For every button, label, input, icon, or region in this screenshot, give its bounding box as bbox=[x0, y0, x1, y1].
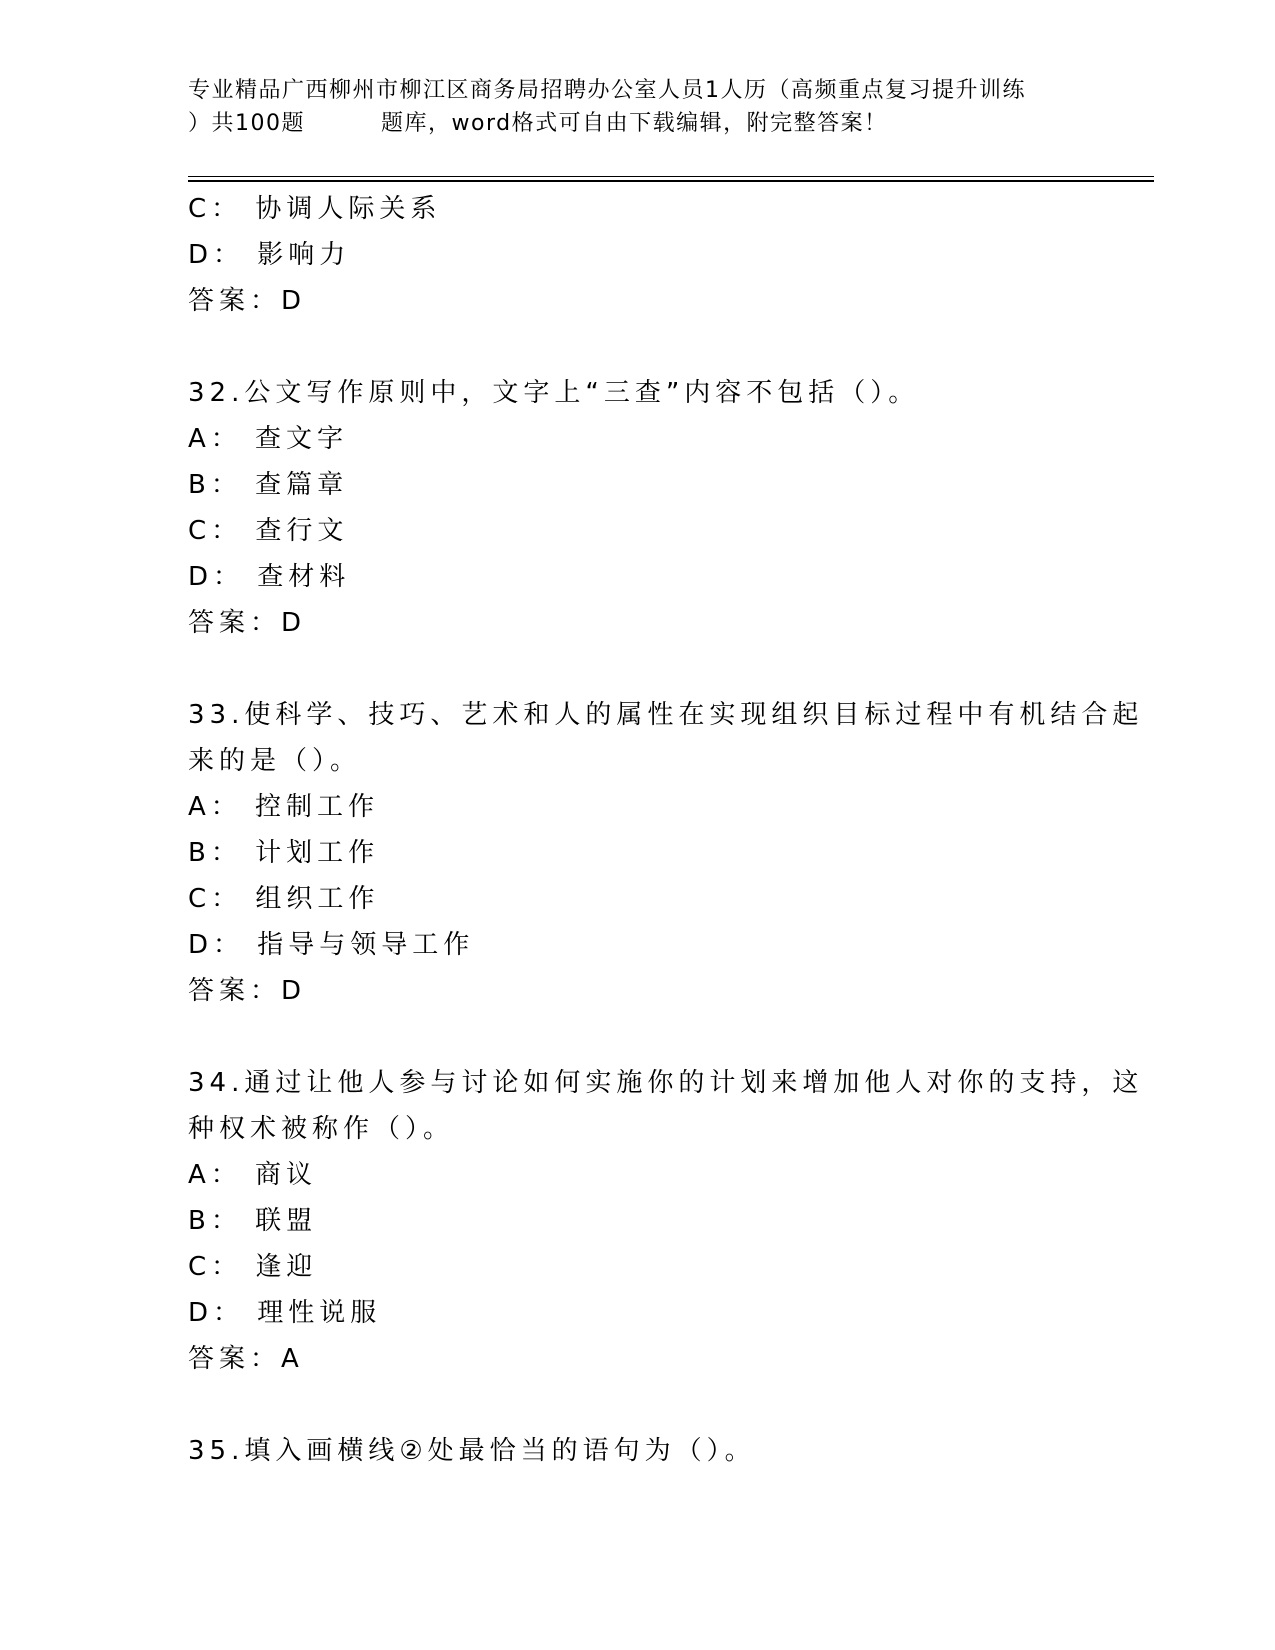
option-a: A： 查文字 bbox=[188, 424, 349, 454]
option-c: C： 查行文 bbox=[188, 516, 349, 546]
option-b: B： 查篇章 bbox=[188, 470, 349, 500]
question-33 bbox=[188, 692, 1144, 1014]
question-stem: 32.公文写作原则中，文字上“三查”内容不包括（）。 bbox=[188, 378, 920, 408]
question-stem-continued: 种权术被称作（）。 bbox=[188, 1114, 455, 1144]
answer-label: 答案：D bbox=[188, 608, 307, 638]
option-a: A： 商议 bbox=[188, 1160, 318, 1190]
question-stem: 33.使科学、技巧、艺术和人的属性在实现组织目标过程中有机结合起 bbox=[188, 700, 1144, 730]
question-32 bbox=[188, 370, 1088, 646]
option-d: D： 理性说服 bbox=[188, 1298, 382, 1328]
option-d: D： 查材料 bbox=[188, 562, 351, 592]
option-c: C： 协调人际关系 bbox=[188, 194, 442, 224]
option-b: B： 计划工作 bbox=[188, 838, 380, 868]
header-title-line-2-right: 题库，word格式可自由下载编辑，附完整答案！ bbox=[381, 111, 888, 136]
option-d: D： 指导与领导工作 bbox=[188, 930, 475, 960]
header-title-line-2 bbox=[188, 107, 1158, 140]
question-34 bbox=[188, 1060, 1144, 1382]
answer-label: 答案：D bbox=[188, 286, 307, 316]
question-stem: 34.通过让他人参与讨论如何实施你的计划来增加他人对你的支持，这 bbox=[188, 1068, 1144, 1098]
question-stem-continued: 来的是（）。 bbox=[188, 746, 362, 776]
option-a: A： 控制工作 bbox=[188, 792, 380, 822]
question-35 bbox=[188, 1428, 1088, 1474]
question-list bbox=[188, 186, 1144, 1474]
question-stem: 35.填入画横线②处最恰当的语句为（）。 bbox=[188, 1436, 756, 1466]
document-header bbox=[188, 74, 1158, 140]
header-title-line-1: 专业精品广西柳州市柳江区商务局招聘办公室人员1人历（高频重点复习提升训练 bbox=[188, 78, 1026, 103]
header-divider-bottom bbox=[188, 180, 1154, 182]
question-31-continued bbox=[188, 186, 1088, 324]
option-c: C： 组织工作 bbox=[188, 884, 380, 914]
option-b: B： 联盟 bbox=[188, 1206, 318, 1236]
option-c: C： 逢迎 bbox=[188, 1252, 318, 1282]
answer-label: 答案：A bbox=[188, 1344, 304, 1374]
option-d: D： 影响力 bbox=[188, 240, 351, 270]
answer-label: 答案：D bbox=[188, 976, 307, 1006]
header-title-line-2-left: ）共100题 bbox=[188, 111, 305, 136]
header-divider-top bbox=[188, 176, 1154, 177]
